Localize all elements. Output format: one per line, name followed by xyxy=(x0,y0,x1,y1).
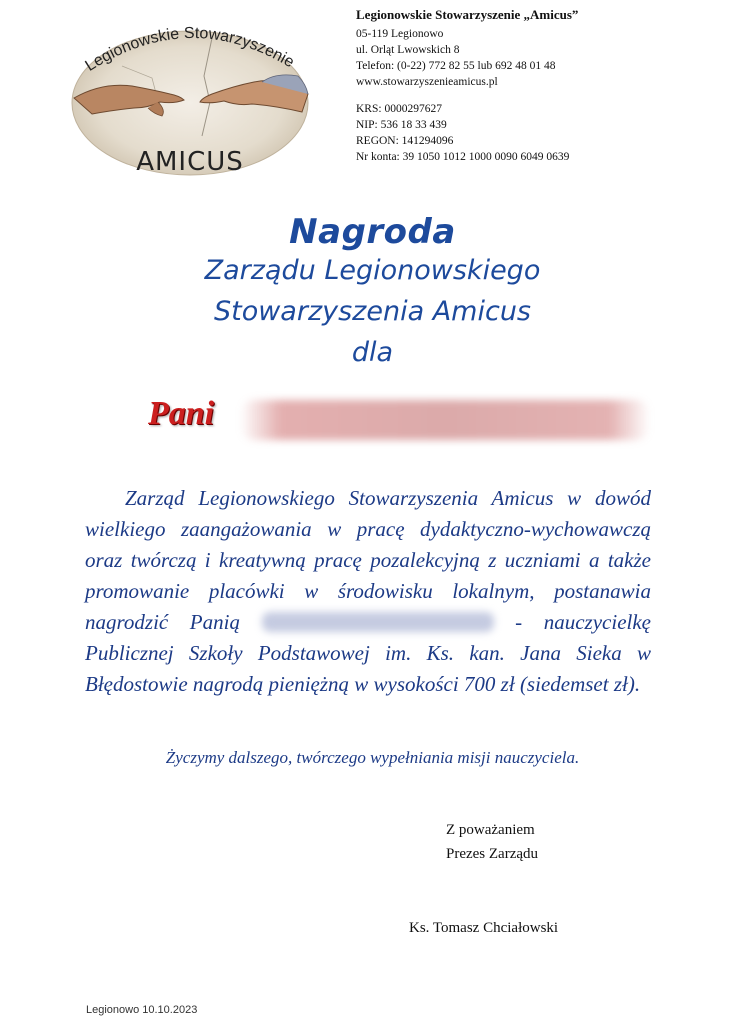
signature-role: Prezes Zarządu xyxy=(446,846,539,862)
logo-name: AMICUS xyxy=(136,147,244,177)
signature-name: Ks. Tomasz Chciałowski xyxy=(409,920,559,936)
recipient-salutation: Pani xyxy=(148,395,215,432)
website: www.stowarzyszenieamicus.pl xyxy=(356,76,498,88)
street-address: ul. Orląt Lwowskich 8 xyxy=(356,44,460,56)
krs-number: KRS: 0000297627 xyxy=(356,103,442,115)
teacher-name-redacted xyxy=(262,612,494,632)
logo-arc-text: Legionowskie Stowarzyszenie xyxy=(82,24,298,75)
amicus-logo xyxy=(62,6,320,186)
award-title: Nagroda xyxy=(289,212,456,252)
regon-number: REGON: 141294096 xyxy=(356,135,454,147)
postal-code: 05-119 Legionowo xyxy=(356,28,444,40)
contact-header xyxy=(356,6,736,165)
award-text-part1: Zarząd Legionowskiego Stowarzyszenia Amicus w dowód wielkiego zaangażowania w pracę dydaktyczno-wychowawczą oraz twórczą i kreatywną pracę pozalekcyjną z uczniami a także promowanie placówki w środowisku lokalnym, postanawia nagrodzić Panią xyxy=(85,486,651,634)
bank-account: Nr konta: 39 1050 1012 1000 0090 6049 0639 xyxy=(356,151,570,163)
award-title-line3: Stowarzyszenia Amicus xyxy=(213,296,531,327)
award-title-line4: dla xyxy=(351,337,394,368)
award-text xyxy=(85,483,651,700)
wishes-text: Życzymy dalszego, twórczego wypełniania misji nauczyciela. xyxy=(165,748,580,767)
organization-name: Legionowskie Stowarzyszenie „Amicus” xyxy=(356,7,579,22)
recipient-name-redacted xyxy=(240,400,650,440)
award-title-line2: Zarządu Legionowskiego xyxy=(204,255,541,286)
place-and-date: Legionowo 10.10.2023 xyxy=(86,1004,198,1016)
award-text-part2: - nauczycielkę Publicznej Szkoły Podstawowej im. Ks. kan. Jana Sieka w Błędostowie nagrodą pieniężną w wysokości 700 zł (siedemset zł). xyxy=(85,610,652,696)
signature-closing: Z poważaniem xyxy=(446,822,535,838)
nip-number: NIP: 536 18 33 439 xyxy=(356,119,447,131)
phone-number: Telefon: (0-22) 772 82 55 lub 692 48 01 48 xyxy=(356,60,556,72)
